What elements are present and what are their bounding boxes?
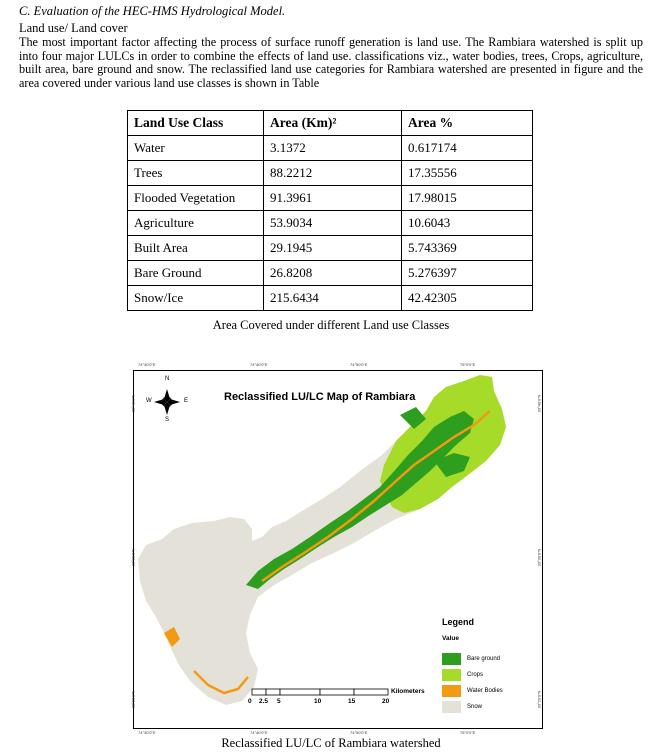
legend-label: Water Bodies — [467, 687, 503, 694]
cell-class: Agriculture — [128, 211, 264, 236]
legend-subtitle: Value — [442, 635, 459, 642]
scale-label: 20 — [382, 698, 390, 705]
cell-class: Snow/Ice — [128, 286, 264, 311]
bottom-tick: 74°40'0"E — [250, 730, 268, 735]
cell-percent: 5.276397 — [402, 261, 533, 286]
legend-label: Snow — [467, 703, 483, 710]
map-title: Reclassified LU/LC Map of Rambiara — [224, 391, 416, 403]
table-caption: Area Covered under different Land use Classes — [212, 318, 450, 332]
cell-class: Built Area — [128, 236, 264, 261]
compass-w: W — [146, 398, 152, 404]
cell-area: 215.6434 — [264, 286, 402, 311]
cell-percent: 0.617174 — [402, 136, 533, 161]
scale-bar — [252, 689, 388, 695]
right-tick: 33°20'0"N — [536, 690, 542, 709]
scale-label: 2.5 — [259, 698, 269, 705]
scale-label: 5 — [277, 698, 281, 705]
legend-label: Bare ground — [467, 655, 501, 662]
col-header-percent: Area % — [402, 111, 533, 136]
map-caption: Reclassified LU/LC of Rambiara watershed — [221, 736, 441, 750]
table-row — [128, 211, 533, 236]
cell-area: 91.3961 — [264, 186, 402, 211]
top-tick: 74°50'0"E — [350, 362, 368, 367]
compass-rose-icon — [154, 389, 180, 415]
top-tick: 74°40'0"E — [250, 362, 268, 367]
table-row — [128, 286, 533, 311]
legend-item — [442, 684, 503, 697]
left-tick: 33°30'0"N — [130, 548, 136, 567]
lulc-map — [130, 362, 543, 735]
table-row — [128, 136, 533, 161]
body-paragraph: The most important factor affecting the process of surface runoff generation is land use. The Rambiara watershed is split up into four major LULCs in order to combine the effects of land use. classifications viz., water bodies, trees, Crops, agriculture, built area, bare ground and snow. The reclassified land use categories for Rambiara watershed are presented in figure and the area covered under various land use classes is shown in Table — [19, 35, 643, 90]
cell-area: 53.9034 — [264, 211, 402, 236]
compass-s: S — [165, 417, 170, 423]
cell-percent: 17.35556 — [402, 161, 533, 186]
table-row — [128, 261, 533, 286]
scale-unit: Kilometers — [391, 688, 425, 695]
land-use-table — [127, 110, 533, 311]
legend-swatch — [442, 701, 461, 713]
legend-swatch — [442, 669, 461, 681]
compass-e: E — [184, 398, 189, 404]
legend-item — [442, 668, 483, 681]
bottom-tick: 74°30'0"E — [138, 730, 156, 735]
legend-swatch — [442, 653, 461, 665]
left-tick: 33°40'0"N — [130, 394, 136, 413]
table-row — [128, 186, 533, 211]
right-tick: 33°30'0"N — [536, 548, 542, 567]
bottom-tick: 75°0'0"E — [460, 730, 476, 735]
cell-percent: 10.6043 — [402, 211, 533, 236]
cell-class: Trees — [128, 161, 264, 186]
legend-swatch — [442, 685, 461, 697]
bottom-tick: 74°50'0"E — [350, 730, 368, 735]
cell-percent: 42.42305 — [402, 286, 533, 311]
legend-item — [442, 700, 482, 713]
cell-class: Bare Ground — [128, 261, 264, 286]
compass-n: N — [165, 376, 170, 382]
cell-area: 29.1945 — [264, 236, 402, 261]
right-tick: 33°40'0"N — [536, 394, 542, 413]
legend-label: Crops — [467, 671, 484, 678]
legend-item — [442, 652, 500, 665]
cell-class: Water — [128, 136, 264, 161]
col-header-class: Land Use Class — [128, 111, 264, 136]
table-header-row — [128, 111, 533, 136]
cell-class: Flooded Vegetation — [128, 186, 264, 211]
scale-label: 15 — [348, 698, 356, 705]
cell-area: 26.8208 — [264, 261, 402, 286]
scale-label: 0 — [248, 698, 252, 705]
legend-title: Legend — [442, 617, 475, 627]
left-tick: 33°20'0"N — [130, 690, 136, 709]
scale-label: 10 — [314, 698, 322, 705]
cell-percent: 17.98015 — [402, 186, 533, 211]
subsection-heading: Land use/ Land cover — [19, 21, 128, 35]
col-header-area: Area (Km)² — [264, 111, 402, 136]
table-row — [128, 161, 533, 186]
section-heading: C. Evaluation of the HEC-HMS Hydrological Model. — [19, 4, 286, 18]
top-tick: 75°0'0"E — [460, 362, 476, 367]
cell-area: 88.2212 — [264, 161, 402, 186]
table-row — [128, 236, 533, 261]
top-tick: 74°30'0"E — [138, 362, 156, 367]
cell-percent: 5.743369 — [402, 236, 533, 261]
cell-area: 3.1372 — [264, 136, 402, 161]
